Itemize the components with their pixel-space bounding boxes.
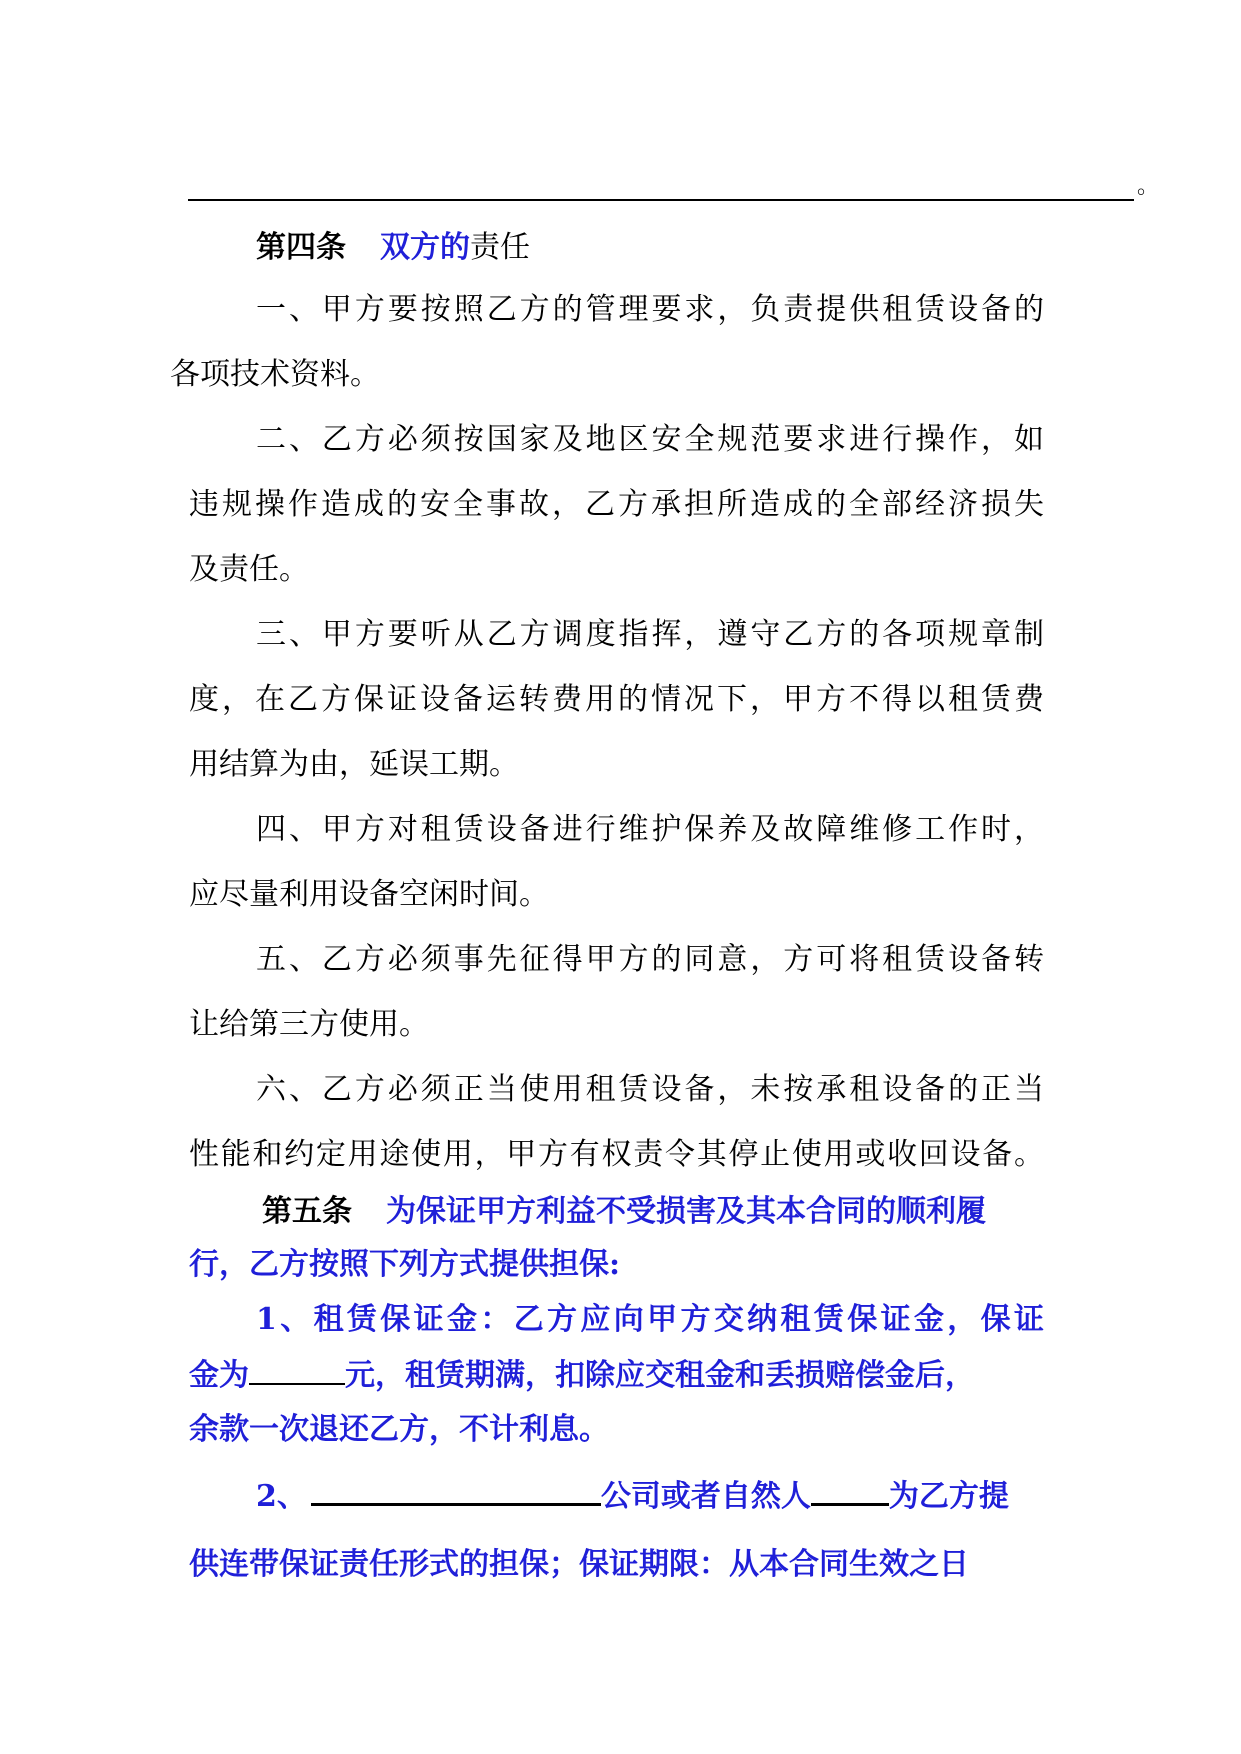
guarantee1-amount-prefix: 金为	[189, 1358, 249, 1393]
rule-period: 。	[1137, 174, 1160, 199]
clause4-line1: 四、甲方对租赁设备进行维护保养及故障维修工作时，	[256, 812, 1044, 847]
guarantee1-line1: 1、租赁保证金：乙方应向甲方交纳租赁保证金，保证	[256, 1302, 1044, 1337]
guarantee2-num: 2、	[256, 1479, 307, 1514]
guarantee1-line2	[189, 1355, 1044, 1396]
article4-title-blue: 双方的	[380, 230, 470, 265]
guarantee2-text-a: 公司或者自然人	[600, 1479, 811, 1514]
company-name-blank	[311, 1475, 601, 1506]
article4-label: 第四条	[256, 230, 346, 265]
clause2-line2: 违规操作造成的安全事故，乙方承担所造成的全部经济损失	[189, 487, 1044, 522]
guarantee1-amount-suffix: 元，租赁期满，扣除应交租金和丢损赔偿金后，	[345, 1358, 975, 1393]
article5-label: 第五条	[262, 1194, 352, 1229]
guarantee1-line3: 余款一次退还乙方，不计利息。	[189, 1412, 609, 1447]
clause4-line2: 应尽量利用设备空闲时间。	[189, 877, 549, 912]
deposit-amount-blank	[249, 1355, 345, 1385]
article5-heading	[262, 1192, 986, 1232]
clause1-line1: 一、甲方要按照乙方的管理要求，负责提供租赁设备的	[256, 292, 1044, 327]
person-name-blank	[811, 1475, 889, 1506]
article5-line2: 行，乙方按照下列方式提供担保:	[189, 1247, 621, 1282]
clause5-line2: 让给第三方使用。	[189, 1007, 429, 1042]
clause2-line3: 及责任。	[189, 552, 309, 587]
article5-line1: 为保证甲方利益不受损害及其本合同的顺利履	[386, 1194, 986, 1229]
guarantee2-line1	[256, 1475, 1009, 1517]
guarantee2-text-b: 为乙方提	[888, 1479, 1009, 1514]
guarantee2-line2: 供连带保证责任形式的担保；保证期限：从本合同生效之日	[189, 1547, 969, 1582]
clause1-line2: 各项技术资料。	[170, 357, 380, 392]
clause5-line1: 五、乙方必须事先征得甲方的同意，方可将租赁设备转	[256, 942, 1044, 977]
clause3-line1: 三、甲方要听从乙方调度指挥，遵守乙方的各项规章制	[256, 617, 1044, 652]
clause3-line3: 用结算为由，延误工期。	[189, 747, 519, 782]
article4-title-black: 责任	[470, 230, 530, 265]
fill-in-rule	[188, 199, 1134, 201]
clause6-line2: 性能和约定用途使用，甲方有权责令其停止使用或收回设备。	[189, 1137, 1044, 1172]
clause2-line1: 二、乙方必须按国家及地区安全规范要求进行操作，如	[256, 422, 1044, 457]
article4-heading	[256, 228, 530, 268]
clause6-line1: 六、乙方必须正当使用租赁设备，未按承租设备的正当	[256, 1072, 1044, 1107]
clause3-line2: 度，在乙方保证设备运转费用的情况下，甲方不得以租赁费	[189, 682, 1044, 717]
